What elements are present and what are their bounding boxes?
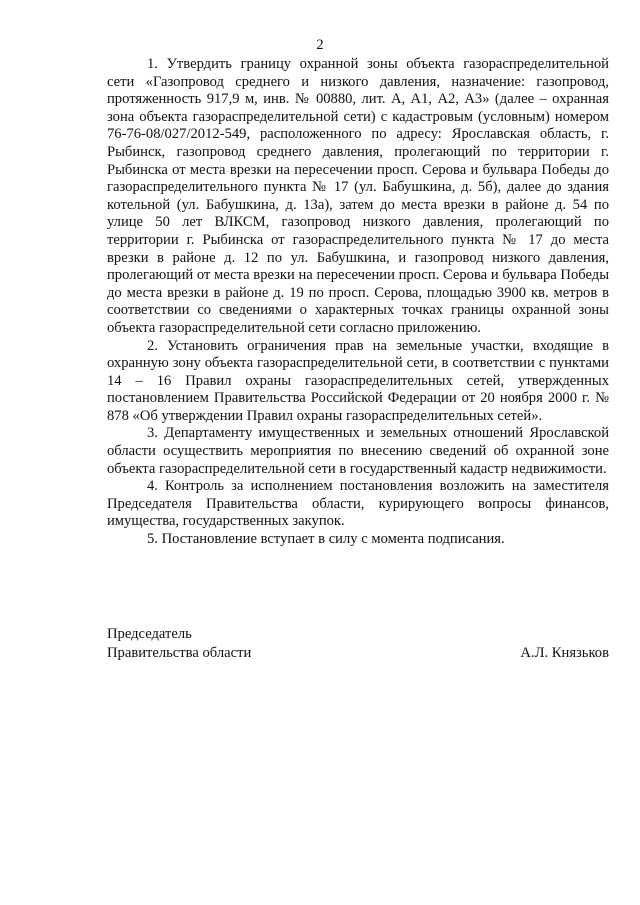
signature-row: [107, 644, 609, 663]
signatory-name: А.Л. Князьков: [520, 645, 609, 661]
paragraph-4: 4. Контроль за исполнением постановления возложить на заместителя Председателя Правительства области, курирующего вопросы финансов, имущества, государственных закупок.: [107, 478, 609, 530]
signatory-title-line2: Правительства области: [107, 645, 252, 661]
paragraph-3: 3. Департаменту имущественных и земельных отношений Ярославской области осуществить мероприятия по внесению сведений об охранной зоне объекта газораспределительной сети в государственный кадастр недвижимости.: [107, 425, 609, 477]
document-body: [107, 56, 609, 549]
page-number: 2: [316, 37, 324, 53]
signature-block: [107, 625, 609, 663]
paragraph-2: 2. Установить ограничения прав на земельные участки, входящие в охранную зону объекта газораспределительной сети, в соответствии с пунктами 14 – 16 Правил охраны газораспределительных сетей, утвержденных постановлением Правительства Российской Федерации от 20 ноября 2000 г. № 878 «Об утверждении Правил охраны газораспределительных сетей».: [107, 337, 609, 424]
paragraph-5: 5. Постановление вступает в силу с момента подписания.: [147, 531, 505, 548]
paragraph-1: 1. Утвердить границу охранной зоны объекта газораспределительной сети «Газопровод среднего и низкого давления, назначение: газопровод, протяженность 917,9 м, инв. № 00880, лит. А, А1, А2, А3» (далее – охранная зона объекта газораспределительной сети) с кадастровым (условным) номером 76-76-08/027/2012-549, расположенного по адресу: Ярославская область, г. Рыбинск, газопровод среднего давления, пролегающий по территории г. Рыбинска от места врезки на пересечении просп. Серова и бульвара Победы до газораспределительного пункта № 17 (ул. Бабушкина, д. 5б), далее до здания котельной (ул. Бабушкина, д. 13а), затем до места врезки в районе д. 54 по улице 50 лет ВЛКСМ, газопровод низкого давления, пролегающий по территории г. Рыбинска от газораспределительного пункта № 17 до места врезки в районе д. 12 по ул. Бабушкина, и газопровод низкого давления, пролегающий от места врезки на пересечении просп. Серова и бульвара Победы до места врезки в районе д. 19 по просп. Серова, площадью 3900 кв. метров в соответствии со сведениями о характерных точках границы охранной зоны объекта газораспределительной сети согласно приложению.: [107, 56, 609, 336]
signatory-title-line1: Председатель: [107, 626, 192, 642]
